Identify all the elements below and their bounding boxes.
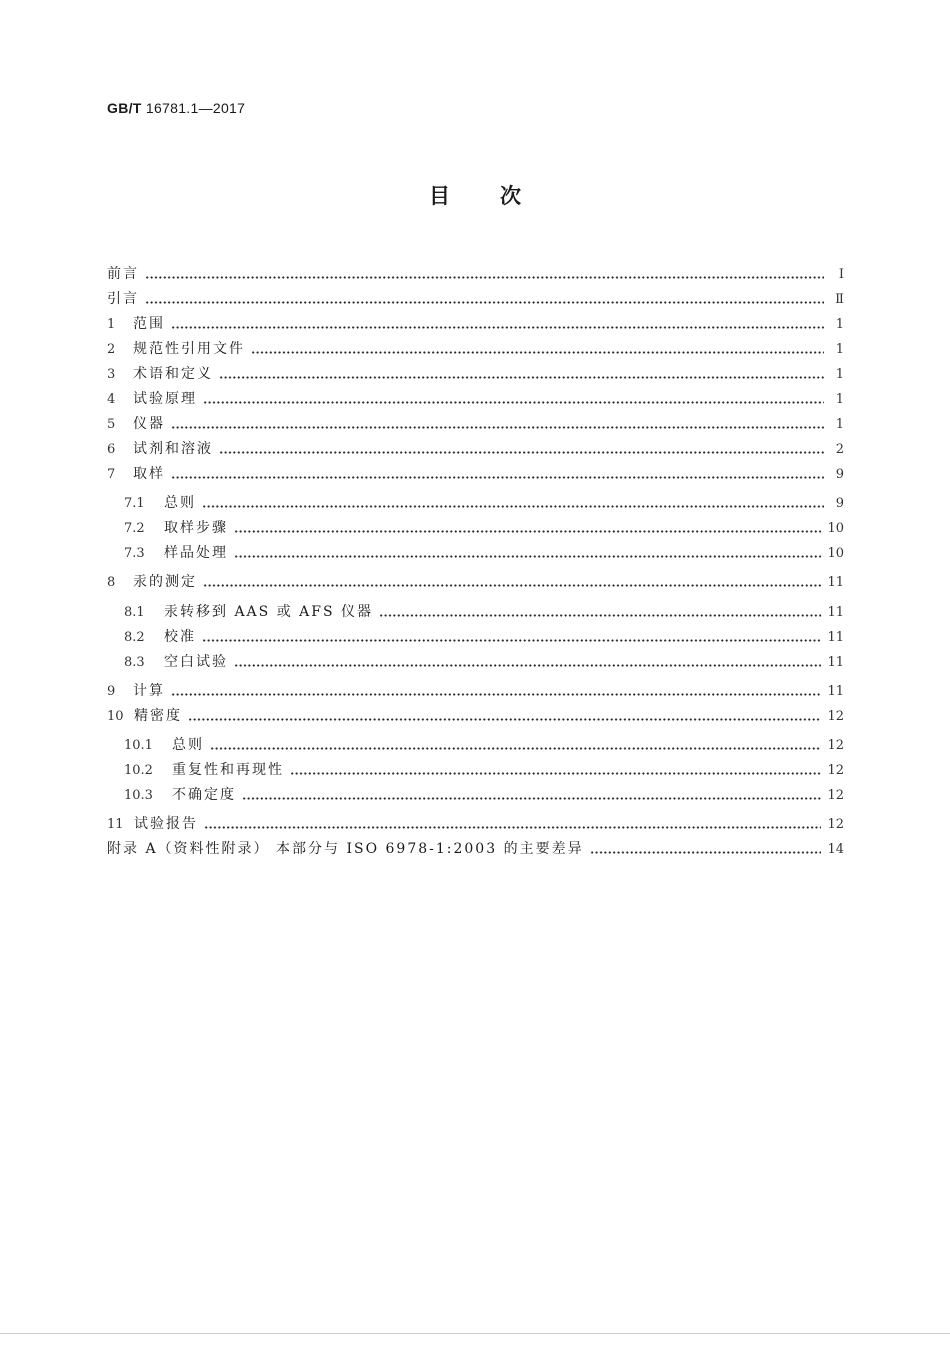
standard-code (107, 100, 245, 116)
toc-entry-page: 11 (827, 654, 844, 670)
toc-entry[interactable] (107, 754, 844, 779)
toc-entry-page: 1 (835, 417, 844, 432)
toc-entry-number: 4 (107, 392, 116, 407)
dot-leader (234, 530, 821, 533)
toc-entry-label: 精密度 (134, 707, 182, 724)
toc-entry-page: 11 (827, 683, 844, 699)
toc-entry-page: 12 (827, 762, 844, 778)
page-title: 目次 (429, 184, 571, 208)
dot-leader (145, 276, 824, 279)
dot-leader (202, 639, 821, 642)
toc-entry-label: 总则 (172, 736, 204, 753)
dot-leader (188, 718, 821, 721)
toc-entry-number: 5 (107, 417, 116, 432)
toc-entry[interactable] (107, 537, 844, 562)
toc-entry-number: 10 (107, 708, 124, 724)
toc-entry-page: Ⅰ (838, 267, 844, 282)
toc-entry-page: Ⅱ (835, 292, 844, 307)
dot-leader (145, 301, 824, 304)
toc-entry-label: 不确定度 (172, 786, 236, 803)
toc-entry-page: 2 (835, 442, 844, 457)
toc-entry[interactable] (107, 333, 844, 358)
dot-leader (379, 614, 821, 617)
toc-entry-number: 10.2 (124, 762, 153, 778)
dot-leader (219, 376, 824, 379)
toc-entry-number: 8.3 (124, 654, 145, 670)
toc-entry-page: 9 (835, 467, 844, 482)
toc-entry[interactable] (107, 512, 844, 537)
toc-entry[interactable] (107, 808, 844, 833)
toc-entry-page: 1 (835, 392, 844, 407)
dot-leader (203, 584, 821, 587)
toc-entry-label: 空白试验 (164, 653, 228, 670)
toc-entry-label: 汞的测定 (133, 574, 197, 591)
toc-entry[interactable] (107, 408, 844, 433)
toc-entry[interactable] (107, 433, 844, 458)
dot-leader (203, 401, 824, 404)
toc-entry-page: 1 (835, 342, 844, 357)
toc-entry-label: 范围 (133, 316, 165, 332)
toc-entry-label: 取样 (133, 466, 165, 482)
toc-entry-label: 校准 (164, 628, 196, 645)
toc-entry-number: 8 (107, 575, 116, 591)
toc-entry-label: 总则 (164, 495, 196, 512)
toc-entry[interactable] (107, 487, 844, 512)
toc-entry-page: 11 (827, 604, 844, 620)
dot-leader (171, 426, 824, 429)
dot-leader (242, 797, 821, 800)
toc-entry-number: 8.2 (124, 629, 145, 645)
dot-leader (590, 851, 822, 854)
toc-entry[interactable] (107, 458, 844, 483)
dot-leader (210, 747, 821, 750)
toc-entry-label: 附录 A（资料性附录） 本部分与 ISO 6978-1:2003 的主要差异 (107, 841, 584, 858)
toc-entry[interactable] (107, 596, 844, 621)
toc-entry-label: 引言 (107, 291, 139, 307)
toc-entry-number: 10.3 (124, 787, 153, 803)
toc-entry-number: 7.1 (124, 496, 145, 512)
toc-entry-number: 2 (107, 342, 116, 357)
toc-entry-label: 试验报告 (134, 816, 198, 833)
table-of-contents (107, 258, 844, 858)
toc-entry-label: 试剂和溶液 (133, 441, 213, 457)
toc-entry-page: 12 (827, 737, 844, 753)
dot-leader (234, 664, 821, 667)
toc-entry-number: 7 (107, 467, 116, 482)
toc-entry-label: 前言 (107, 266, 139, 282)
toc-entry-page: 1 (835, 317, 844, 332)
toc-entry[interactable] (107, 383, 844, 408)
toc-entry-number: 7.2 (124, 521, 145, 537)
toc-entry-page: 9 (835, 496, 844, 512)
standard-code-number: 16781.1—2017 (145, 100, 246, 116)
toc-entry-number: 8.1 (124, 604, 145, 620)
toc-entry-label: 取样步骤 (164, 520, 228, 537)
toc-entry-number: 7.3 (124, 546, 145, 562)
toc-entry-page: 1 (835, 367, 844, 382)
toc-entry-label: 重复性和再现性 (172, 761, 284, 778)
toc-entry[interactable] (107, 700, 844, 725)
toc-entry[interactable] (107, 621, 844, 646)
toc-entry-page: 11 (827, 575, 844, 591)
dot-leader (171, 326, 824, 329)
dot-leader (204, 826, 821, 829)
toc-entry[interactable] (107, 675, 844, 700)
toc-entry-label: 仪器 (133, 416, 165, 432)
toc-entry-number: 3 (107, 367, 116, 382)
toc-entry[interactable] (107, 833, 844, 858)
toc-entry[interactable] (107, 308, 844, 333)
toc-entry[interactable] (107, 729, 844, 754)
toc-entry-page: 12 (827, 708, 844, 724)
toc-entry[interactable] (107, 258, 844, 283)
dot-leader (202, 505, 824, 508)
toc-entry[interactable] (107, 646, 844, 671)
toc-entry-label: 计算 (133, 682, 165, 699)
toc-entry-label: 汞转移到 AAS 或 AFS 仪器 (164, 603, 374, 620)
toc-entry-page: 12 (827, 787, 844, 803)
toc-entry[interactable] (107, 283, 844, 308)
dot-leader (219, 451, 824, 454)
toc-entry-label: 样品处理 (164, 545, 228, 562)
dot-leader (290, 772, 821, 775)
toc-entry[interactable] (107, 779, 844, 804)
toc-entry-number: 9 (107, 683, 116, 699)
toc-entry-label: 术语和定义 (133, 366, 213, 382)
page-bottom-divider (0, 1333, 950, 1334)
dot-leader (171, 476, 824, 479)
toc-entry-label: 试验原理 (133, 391, 197, 407)
toc-entry[interactable] (107, 358, 844, 383)
toc-entry-page: 14 (827, 842, 844, 858)
toc-entry-number: 6 (107, 442, 116, 457)
toc-entry-number: 11 (107, 817, 124, 833)
toc-entry-page: 10 (827, 521, 844, 537)
dot-leader (251, 351, 824, 354)
toc-entry-number: 10.1 (124, 737, 153, 753)
standard-code-prefix: GB/T (107, 100, 142, 116)
dot-leader (234, 555, 821, 558)
toc-entry[interactable] (107, 566, 844, 591)
toc-entry-page: 12 (827, 817, 844, 833)
toc-entry-page: 11 (827, 629, 844, 645)
dot-leader (171, 693, 821, 696)
toc-entry-label: 规范性引用文件 (133, 341, 245, 357)
toc-entry-page: 10 (827, 546, 844, 562)
toc-entry-number: 1 (107, 317, 116, 332)
